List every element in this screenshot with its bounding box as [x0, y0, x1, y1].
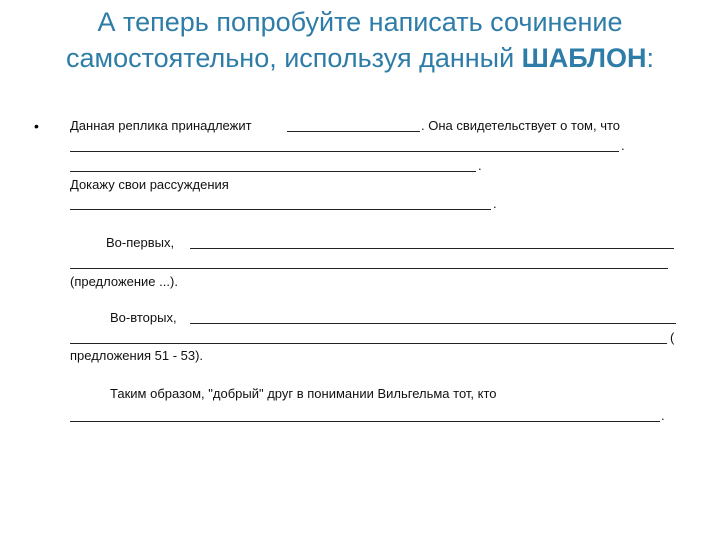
title-text: самостоятельно, используя данный [66, 43, 522, 73]
sentence-2: Докажу свои рассуждения [70, 177, 229, 192]
title-colon: : [646, 43, 654, 73]
blank-meaning-2[interactable] [70, 171, 476, 172]
conclusion-text: Таким образом, "добрый" друг в понимании Вильгельма тот, кто [110, 386, 497, 401]
reference-1: (предложение ...). [70, 274, 178, 289]
blank-thesis[interactable] [70, 209, 491, 210]
firstly-label: Во-первых, [106, 235, 175, 250]
blank-argument-2b[interactable] [70, 343, 667, 344]
period-3: . [493, 196, 497, 211]
secondly-label: Во-вторых, [110, 310, 177, 325]
bullet-marker: • [34, 118, 39, 134]
slide-title-line-1: А теперь попробуйте написать сочинение [97, 7, 623, 37]
reference-2: предложения 51 - 53). [70, 348, 204, 363]
blank-argument-1a[interactable] [190, 248, 674, 249]
period-1: . [621, 138, 625, 153]
paren-open: ( [670, 330, 675, 345]
blank-author[interactable] [287, 131, 420, 132]
blank-meaning-1[interactable] [70, 151, 619, 152]
title-keyword: ШАБЛОН [521, 43, 647, 73]
blank-conclusion[interactable] [70, 421, 660, 422]
blank-argument-2a[interactable] [190, 323, 676, 324]
blank-argument-1b[interactable] [70, 268, 668, 269]
period-2: . [478, 158, 482, 173]
slide-title-line-2 [20, 40, 700, 76]
period-4: . [661, 408, 665, 423]
sentence-1-mid: . Она свидетельствует о том, что [421, 118, 621, 133]
sentence-1-start: Данная реплика принадлежит [70, 118, 252, 133]
